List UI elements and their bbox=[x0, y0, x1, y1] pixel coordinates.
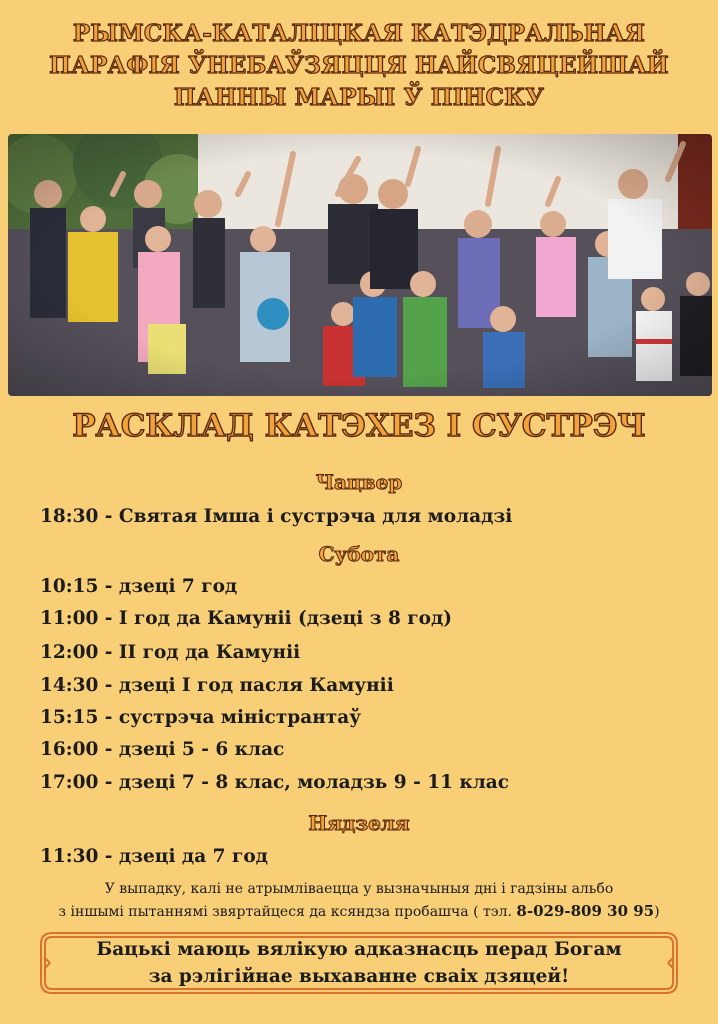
header-line-3: ПАННЫ МАРЫІ Ў ПІНСКУ bbox=[173, 84, 545, 111]
phone-number: 8-029-809 30 95 bbox=[516, 902, 655, 920]
quote-line-2: за рэлігійнае выхаванне сваіх дзяцей! bbox=[148, 966, 570, 987]
group-photo-illustration bbox=[8, 134, 712, 396]
schedule-item: 10:15 - дзеці 7 год bbox=[40, 576, 238, 597]
schedule-item: 17:00 - дзеці 7 - 8 клас, моладзь 9 - 11 клас bbox=[40, 772, 510, 793]
schedule-item: 11:30 - дзеці да 7 год bbox=[40, 846, 268, 867]
quote-frame bbox=[38, 930, 680, 996]
parish-header bbox=[0, 18, 718, 114]
note-line-2 bbox=[0, 900, 718, 923]
schedule-item: 12:00 - ІІ год да Камуніі bbox=[40, 642, 301, 663]
group-photo bbox=[8, 134, 712, 396]
note-line-2-text: з іншымі пытаннямі звяртайцеся да ксяндза пробашча ( тэл. bbox=[58, 904, 512, 920]
schedule-item: 15:15 - сустрэча міністрантаў bbox=[40, 707, 362, 728]
header-line-1: РЫМСКА-КАТАЛІЦКАЯ КАТЭДРАЛЬНАЯ bbox=[72, 20, 646, 47]
schedule-item: 16:00 - дзеці 5 - 6 клас bbox=[40, 739, 285, 760]
schedule-item: 14:30 - дзеці І год пасля Камуніі bbox=[40, 675, 394, 696]
quote-line-1: Бацькі маюць вялікую адказнасць перад Богам bbox=[96, 939, 622, 960]
note-line-2-end: ) bbox=[654, 904, 660, 920]
header-line-2: ПАРАФІЯ ЎНЕБАЎЗЯЦЦЯ НАЙСВЯЦЕЙШАЙ bbox=[49, 52, 669, 79]
day-heading-saturday: Субота bbox=[318, 542, 400, 566]
contact-note bbox=[0, 878, 718, 923]
schedule-item: 18:30 - Святая Імша і сустрэча для моладзі bbox=[40, 506, 513, 527]
schedule-title: РАСКЛАД КАТЭХЕЗ І СУСТРЭЧ bbox=[72, 408, 646, 444]
day-heading-thursday: Чацвер bbox=[315, 470, 403, 494]
schedule-item: 11:00 - І год да Камуніі (дзеці з 8 год) bbox=[40, 608, 453, 629]
day-heading-sunday: Нядзеля bbox=[308, 811, 410, 835]
quote-text bbox=[38, 936, 680, 990]
note-line-1: У выпадку, калі не атрымліваецца у вызначыныя дні і гадзіны альбо bbox=[104, 881, 614, 897]
